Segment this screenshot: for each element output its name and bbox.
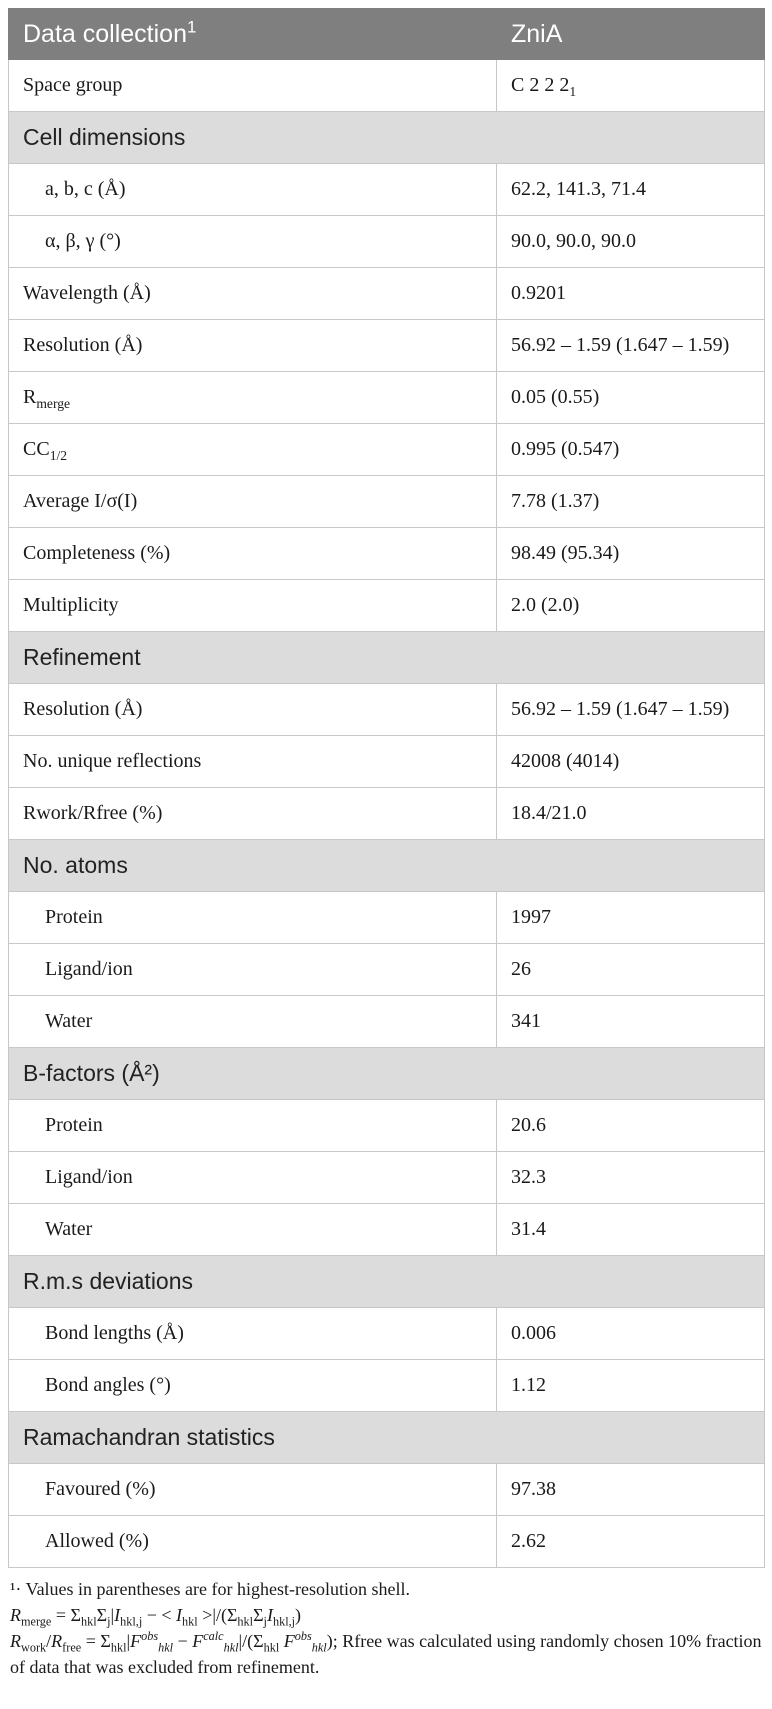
row-value-text: 7.78 (1.37) bbox=[511, 490, 600, 512]
row-value bbox=[497, 528, 765, 580]
header-footnote-mark: 1 bbox=[186, 17, 197, 37]
table-row bbox=[9, 528, 765, 580]
table-row bbox=[9, 1516, 765, 1568]
row-value-text: 97.38 bbox=[511, 1478, 556, 1500]
row-value-text: 2.62 bbox=[511, 1530, 546, 1552]
data-table-container bbox=[8, 8, 764, 1680]
table-row bbox=[9, 424, 765, 476]
row-label bbox=[9, 268, 497, 320]
table-row bbox=[9, 1360, 765, 1412]
row-value bbox=[497, 944, 765, 996]
row-value-text: 341 bbox=[511, 1010, 541, 1032]
table-row bbox=[9, 788, 765, 840]
section-row bbox=[9, 1048, 765, 1100]
row-value-text: 1.12 bbox=[511, 1374, 546, 1396]
table-row bbox=[9, 476, 765, 528]
row-label-text: Favoured (%) bbox=[45, 1478, 156, 1500]
row-label bbox=[9, 216, 497, 268]
row-label bbox=[9, 528, 497, 580]
section-heading-refinement: Refinement bbox=[9, 632, 765, 684]
table-row bbox=[9, 1204, 765, 1256]
section-heading-cell-dimensions: Cell dimensions bbox=[9, 112, 765, 164]
row-label bbox=[9, 1100, 497, 1152]
row-label-text: Rwork/Rfree (%) bbox=[23, 802, 163, 824]
row-value-text: 0.995 (0.547) bbox=[511, 438, 620, 460]
row-value-text: 56.92 – 1.59 (1.647 – 1.59) bbox=[511, 698, 730, 720]
row-label-text: Protein bbox=[45, 906, 103, 928]
row-label-text: CC bbox=[23, 438, 50, 460]
row-value-subscript: 1 bbox=[569, 84, 577, 99]
section-heading-b-factors: B-factors (Å²) bbox=[9, 1048, 765, 1100]
row-label-text: Ligand/ion bbox=[45, 1166, 133, 1188]
table-row bbox=[9, 580, 765, 632]
row-label-text: Completeness (%) bbox=[23, 542, 171, 564]
section-row bbox=[9, 1412, 765, 1464]
table-row bbox=[9, 944, 765, 996]
row-value bbox=[497, 1152, 765, 1204]
row-value bbox=[497, 216, 765, 268]
row-label-text: a, b, c (Å) bbox=[45, 178, 126, 200]
row-value-text: 32.3 bbox=[511, 1166, 546, 1188]
row-value-text: 0.006 bbox=[511, 1322, 556, 1344]
table-row bbox=[9, 892, 765, 944]
row-label-text: R bbox=[23, 386, 37, 408]
table-row bbox=[9, 1308, 765, 1360]
table-row bbox=[9, 684, 765, 736]
row-label-text: Water bbox=[45, 1010, 93, 1032]
row-value-text: 90.0, 90.0, 90.0 bbox=[511, 230, 636, 252]
section-row bbox=[9, 1256, 765, 1308]
row-label-text: Resolution (Å) bbox=[23, 698, 143, 720]
row-label bbox=[9, 60, 497, 112]
row-label bbox=[9, 320, 497, 372]
row-label-text: Space group bbox=[23, 74, 123, 96]
header-label-text: Data collection bbox=[23, 19, 187, 48]
row-label bbox=[9, 996, 497, 1048]
table-row bbox=[9, 216, 765, 268]
table-row bbox=[9, 60, 765, 112]
row-label-text: Resolution (Å) bbox=[23, 334, 143, 356]
row-label-text: Bond angles (°) bbox=[45, 1374, 171, 1396]
row-value-text: 56.92 – 1.59 (1.647 – 1.59) bbox=[511, 334, 730, 356]
row-value bbox=[497, 320, 765, 372]
row-label-text: α, β, γ (°) bbox=[45, 230, 121, 252]
row-value bbox=[497, 372, 765, 424]
row-value bbox=[497, 1100, 765, 1152]
row-label-subscript: merge bbox=[36, 396, 71, 411]
section-row bbox=[9, 632, 765, 684]
row-value-text: 2.0 (2.0) bbox=[511, 594, 580, 616]
row-label-text: Protein bbox=[45, 1114, 103, 1136]
row-value bbox=[497, 268, 765, 320]
row-label-subscript: 1/2 bbox=[49, 448, 68, 463]
row-value-text: 20.6 bbox=[511, 1114, 546, 1136]
row-label-text: Multiplicity bbox=[23, 594, 119, 616]
row-label bbox=[9, 372, 497, 424]
row-label bbox=[9, 476, 497, 528]
row-value bbox=[497, 1308, 765, 1360]
row-label bbox=[9, 1204, 497, 1256]
row-value-text: 31.4 bbox=[511, 1218, 546, 1240]
table-row bbox=[9, 1464, 765, 1516]
crystallography-table bbox=[8, 8, 765, 1568]
row-label bbox=[9, 1360, 497, 1412]
row-value bbox=[497, 1360, 765, 1412]
row-value bbox=[497, 60, 765, 112]
row-label-text: Bond lengths (Å) bbox=[45, 1322, 184, 1344]
table-row bbox=[9, 372, 765, 424]
section-heading-ramachandran-statistics: Ramachandran statistics bbox=[9, 1412, 765, 1464]
table-row bbox=[9, 736, 765, 788]
row-value bbox=[497, 580, 765, 632]
section-row bbox=[9, 112, 765, 164]
section-heading-no-atoms: No. atoms bbox=[9, 840, 765, 892]
row-label bbox=[9, 684, 497, 736]
row-label bbox=[9, 1308, 497, 1360]
table-row bbox=[9, 996, 765, 1048]
table-row bbox=[9, 268, 765, 320]
footnote-1: ¹· Values in parentheses are for highest-resolution shell. bbox=[10, 1579, 410, 1599]
table-row bbox=[9, 1152, 765, 1204]
table-row bbox=[9, 164, 765, 216]
rwork-formula: $R_{work}/R_{free} = \Sigma_{hkl}|F^{obs}_{hkl} - F^{calc}_{hkl}|/(\Sigma_{hkl}$ $F^{obs}_{hkl}$); Rfree was calculated using randomly chosen 10% fraction of data that was excluded from refinement. bbox=[10, 1629, 762, 1677]
row-label bbox=[9, 580, 497, 632]
row-value-text: 0.9201 bbox=[511, 282, 566, 304]
row-value-text: 18.4/21.0 bbox=[511, 802, 587, 824]
row-value bbox=[497, 476, 765, 528]
row-value bbox=[497, 892, 765, 944]
table-body bbox=[9, 60, 765, 1568]
row-value bbox=[497, 424, 765, 476]
row-label bbox=[9, 736, 497, 788]
table-notes bbox=[8, 1576, 764, 1680]
row-label bbox=[9, 788, 497, 840]
header-label bbox=[9, 9, 497, 60]
row-label bbox=[9, 1464, 497, 1516]
row-label bbox=[9, 944, 497, 996]
row-value-text: 98.49 (95.34) bbox=[511, 542, 620, 564]
row-value bbox=[497, 1204, 765, 1256]
row-value bbox=[497, 164, 765, 216]
row-label bbox=[9, 1516, 497, 1568]
row-label bbox=[9, 1152, 497, 1204]
section-row bbox=[9, 840, 765, 892]
row-value bbox=[497, 684, 765, 736]
row-label bbox=[9, 892, 497, 944]
row-label bbox=[9, 424, 497, 476]
row-label bbox=[9, 164, 497, 216]
row-value bbox=[497, 736, 765, 788]
row-value-text: 0.05 (0.55) bbox=[511, 386, 600, 408]
row-label-text: No. unique reflections bbox=[23, 750, 202, 772]
row-value bbox=[497, 1516, 765, 1568]
row-value bbox=[497, 788, 765, 840]
header-value: ZniA bbox=[497, 9, 765, 60]
row-value bbox=[497, 996, 765, 1048]
row-value-text: 42008 (4014) bbox=[511, 750, 620, 772]
row-label-text: Average I/σ(I) bbox=[23, 490, 138, 512]
table-row bbox=[9, 320, 765, 372]
row-label-text: Wavelength (Å) bbox=[23, 282, 151, 304]
row-value-text: C 2 2 2 bbox=[511, 74, 570, 96]
table-row bbox=[9, 1100, 765, 1152]
row-value-text: 62.2, 141.3, 71.4 bbox=[511, 178, 646, 200]
rfree-note: Rfree was calculated using randomly chosen 10% fraction of data that was excluded from refinement. bbox=[10, 1631, 762, 1677]
row-value-text: 1997 bbox=[511, 906, 551, 928]
row-value bbox=[497, 1464, 765, 1516]
row-label-text: Ligand/ion bbox=[45, 958, 133, 980]
row-value-text: 26 bbox=[511, 958, 531, 980]
section-heading-r-m-s-deviations: R.m.s deviations bbox=[9, 1256, 765, 1308]
row-label-text: Water bbox=[45, 1218, 93, 1240]
rmerge-formula: $R_{merge} = \Sigma_{hkl}\Sigma_j|I_{hkl,j}$ − < $I_{hkl} >|/(\Sigma_{hkl}\Sigma_jI_{hkl,j})$ bbox=[10, 1605, 302, 1629]
row-label-text: Allowed (%) bbox=[45, 1530, 149, 1552]
table-header-row bbox=[9, 9, 765, 60]
